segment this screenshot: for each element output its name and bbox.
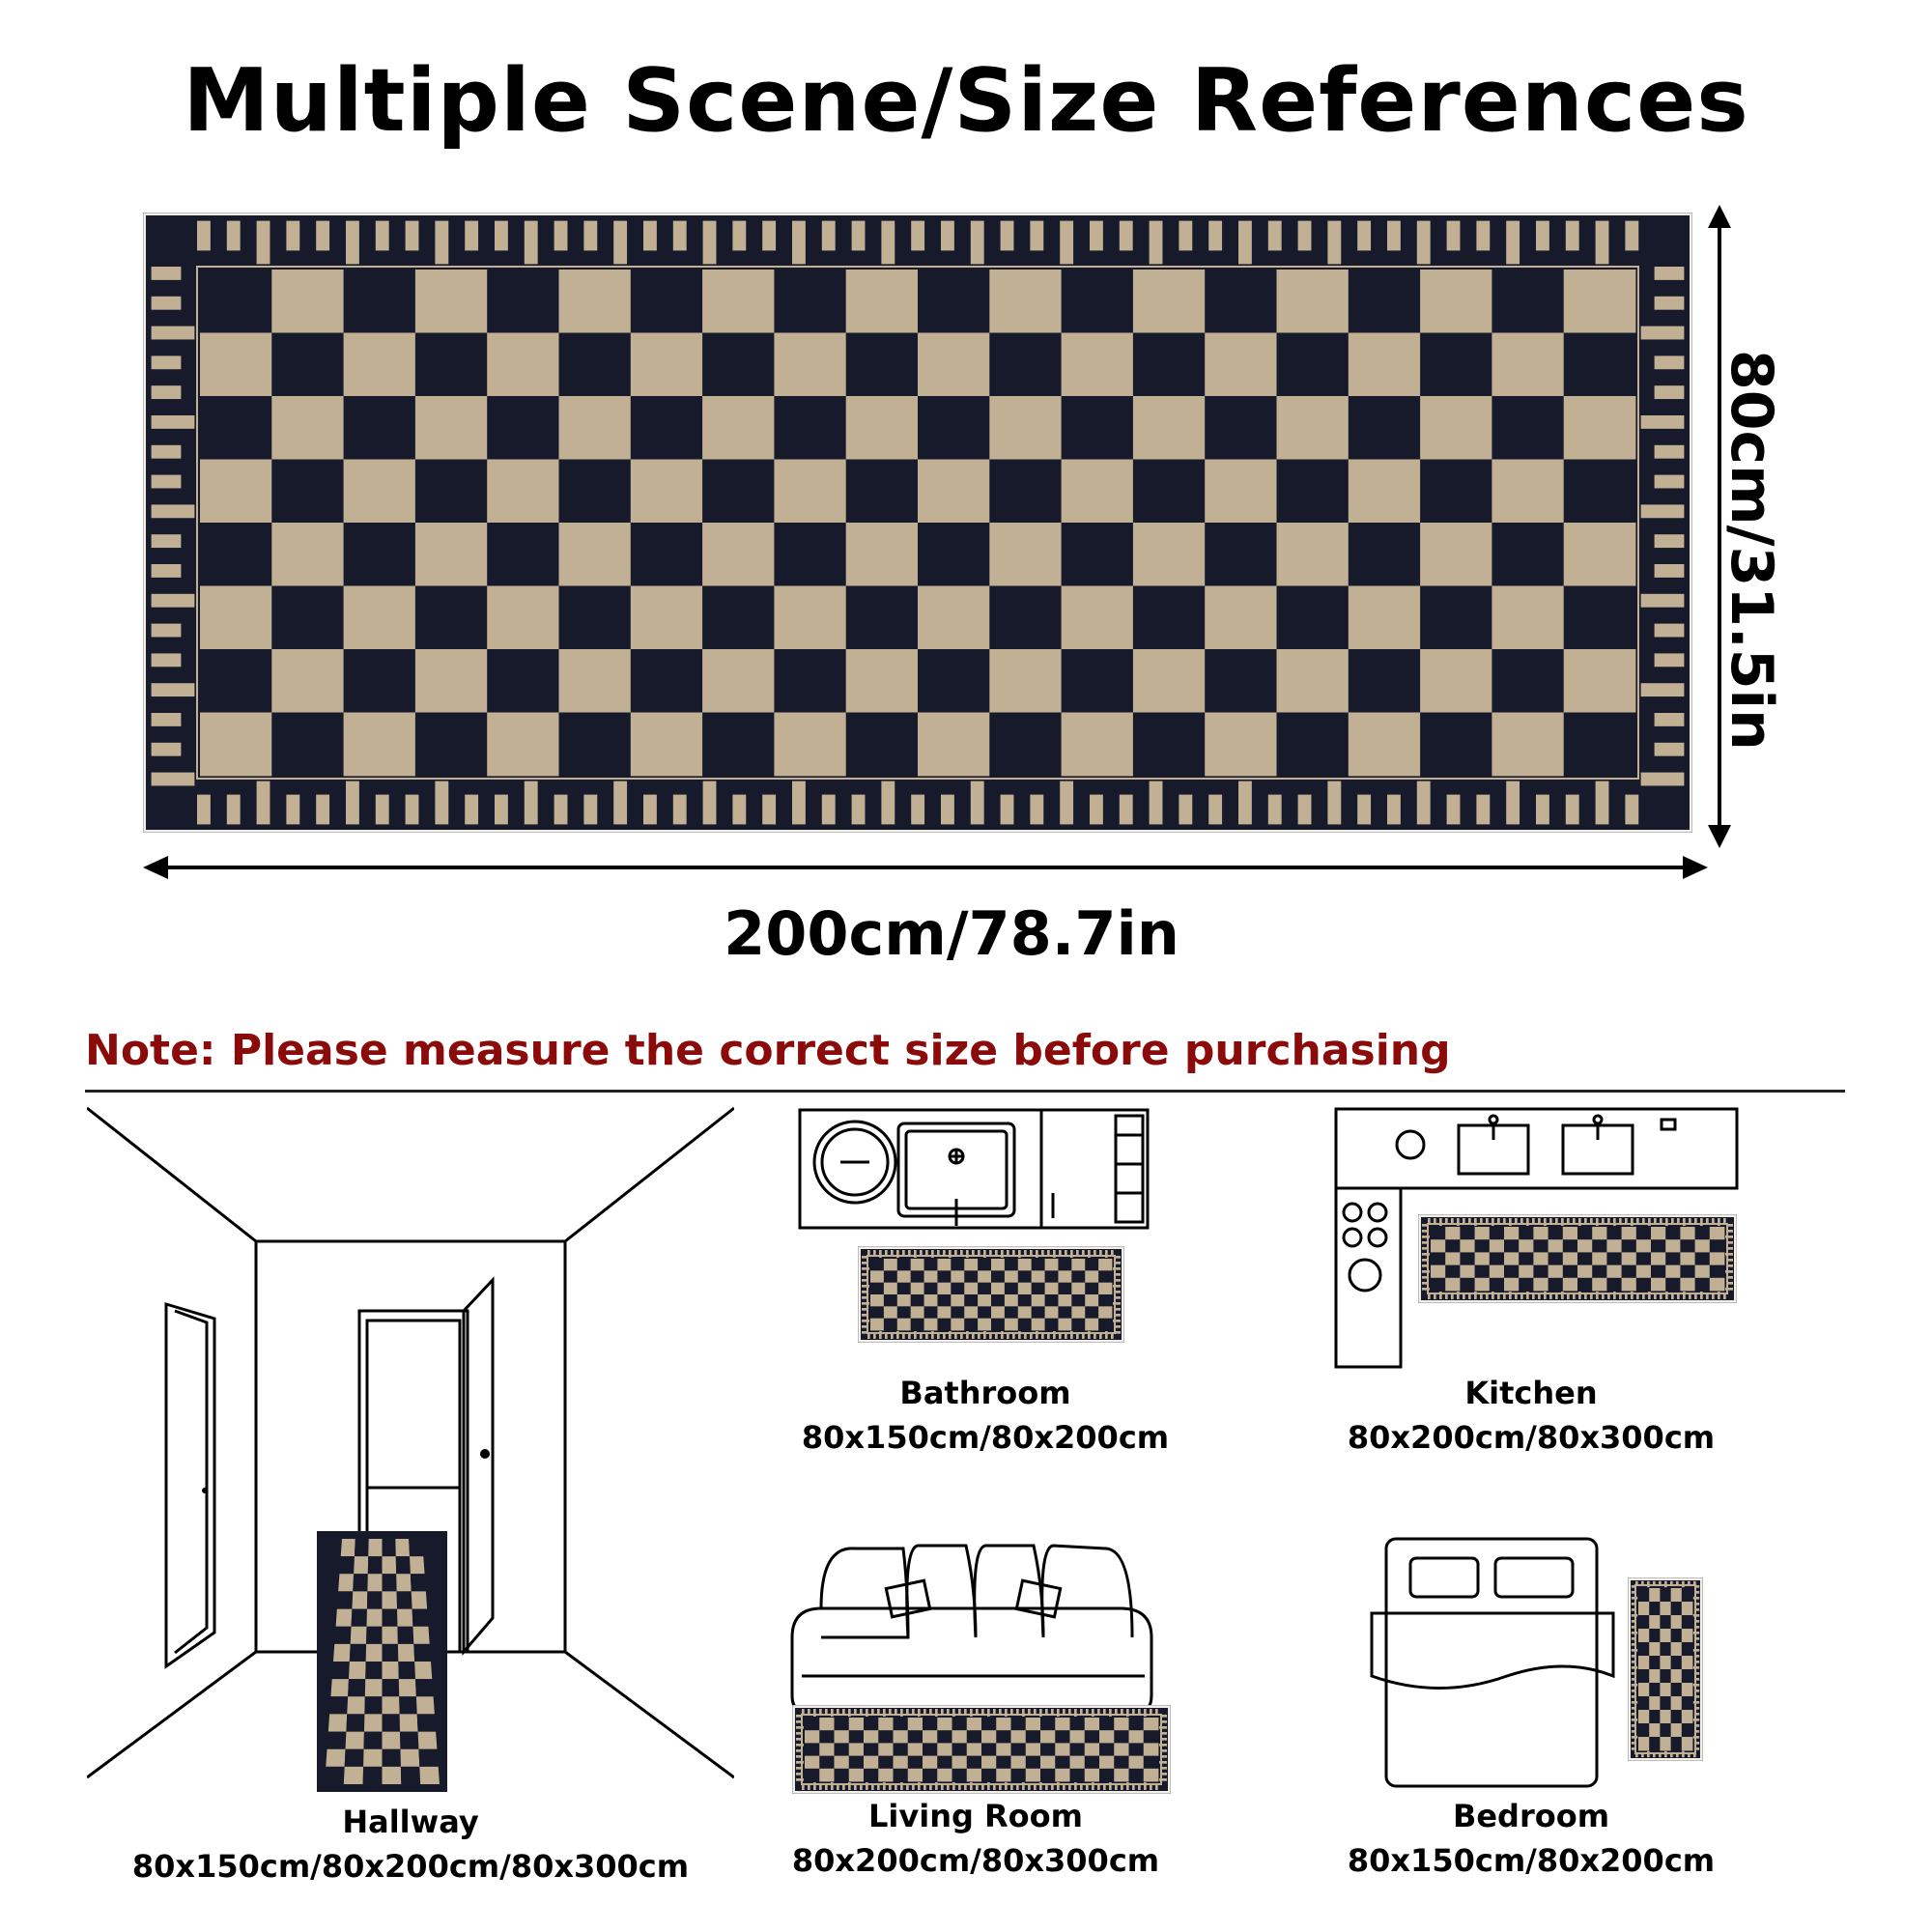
scene-sizes: 80x200cm/80x300cm (791, 1842, 1160, 1879)
scene-label: Bedroom (1452, 1798, 1610, 1834)
scene-sizes: 80x150cm/80x200cm (801, 1419, 1170, 1456)
scene-living-room (773, 1531, 1179, 1898)
scene-sizes: 80x150cm/80x200cm/80x300cm (131, 1848, 690, 1885)
kitchen-illustration (1333, 1106, 1748, 1377)
width-dimension-label: 200cm/78.7in (724, 898, 1179, 969)
scene-bathroom (773, 1106, 1170, 1473)
bedroom-illustration (1333, 1531, 1748, 1802)
scene-label: Hallway (342, 1804, 479, 1840)
scene-label: Living Room (868, 1798, 1083, 1834)
bathroom-illustration (773, 1106, 1159, 1367)
checkered-rug-image (143, 213, 1692, 833)
scene-hallway (87, 1106, 734, 1898)
scene-sizes: 80x150cm/80x200cm (1347, 1842, 1716, 1879)
scene-bedroom (1333, 1531, 1748, 1898)
divider (85, 1090, 1845, 1093)
living-room-illustration (773, 1531, 1179, 1802)
scene-label: Bathroom (899, 1375, 1071, 1411)
scene-kitchen (1333, 1106, 1748, 1473)
scene-label: Kitchen (1464, 1375, 1598, 1411)
width-dimension-arrow (143, 850, 1708, 885)
purchase-note: Note: Please measure the correct size before purchasing (85, 1026, 1451, 1075)
height-dimension-label: 80cm/31.5in (1718, 350, 1785, 751)
hallway-illustration (87, 1106, 734, 1802)
page-title: Multiple Scene/Size References (183, 50, 1749, 152)
scene-sizes: 80x200cm/80x300cm (1347, 1419, 1716, 1456)
